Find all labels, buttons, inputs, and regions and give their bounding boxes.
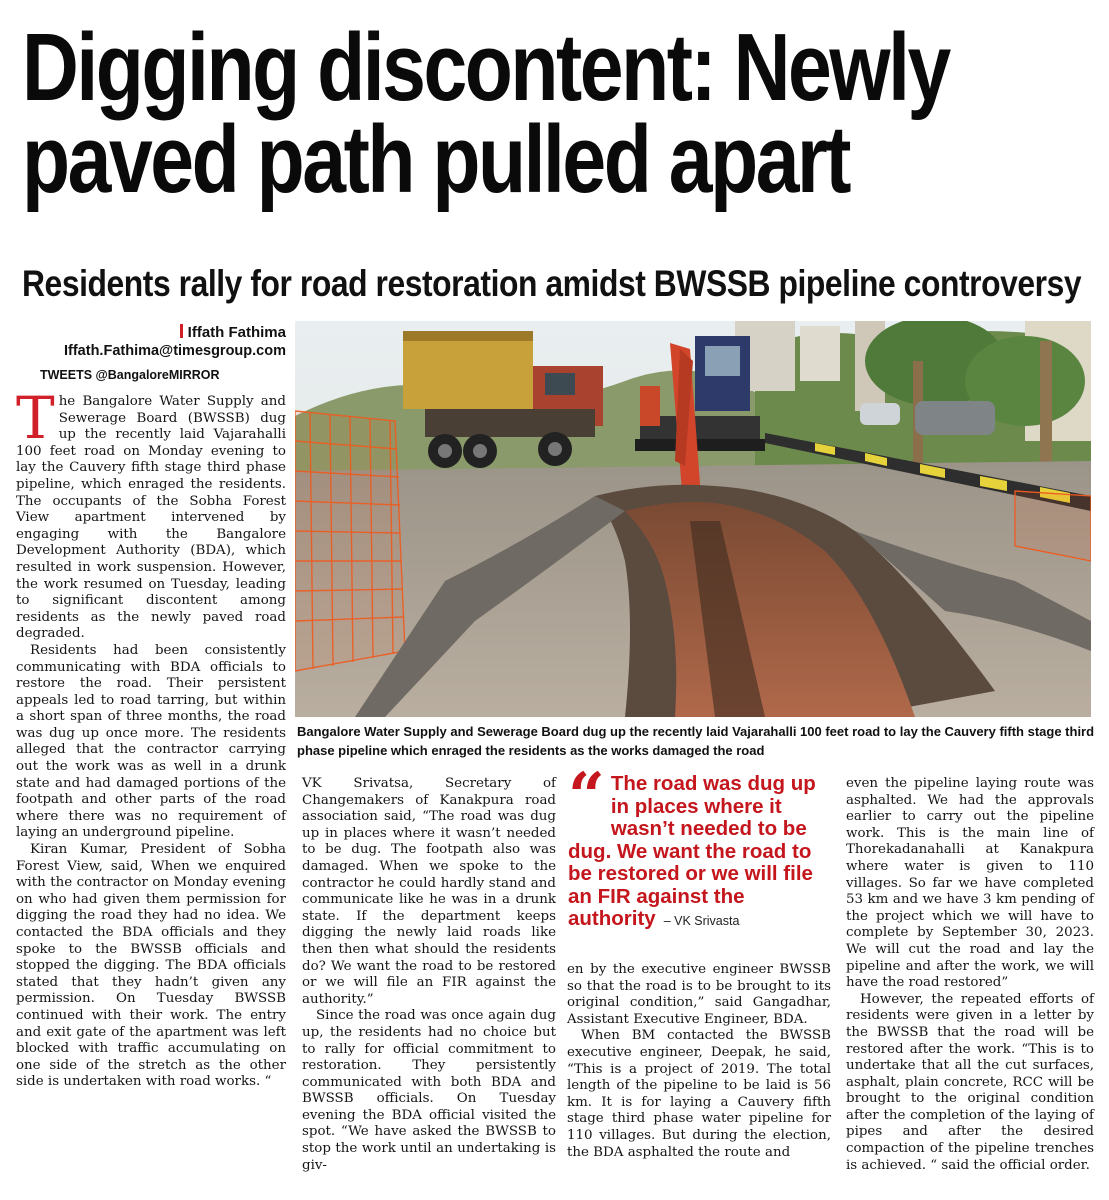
article-paragraph: Kiran Kumar, President of Sobha Forest View, said, When we enquired with the contractor on Monday evening on who had given them permission for digging the road they had no idea. We contacted the BDA officials and they spoke to the BWSSB officials and stopped the digging. The BDA officials stated that they hadn’t given any permission. On Tuesday BWSSB continued with their work. The entry and exit gate of the apartment was left blocked with traffic accumulating on one side of the stretch as the other side is undertaken with road works. “ [16,842,286,1090]
headline-line-2: paved path pulled apart [22,106,849,213]
article-column-3 [567,962,831,1161]
author-name: Iffath Fathima [16,324,286,342]
article-paragraph: en by the executive engineer BWSSB so that the road is to be brought to its original condition,” said Gangadhar, Assistant Executive Engineer, BDA. [567,962,831,1027]
pull-quote-attribution: – VK Srivasta [663,914,740,928]
article-paragraph-text: he Bangalore Water Supply and Sewerage Board (BWSSB) dug up the recently laid Vajarahalli 100 feet road on Monday evening to lay the Cauvery fifth stage third phase pipeline, which enraged the residents. The occupants of the Sobha Forest View apartment intervened by engaging with the Bangalore Development Authority (BDA), which resulted in work suspension. However, the work resumed on Tuesday, leading to significant discontent among residents as the newly paved road degraded. [16,394,286,642]
article-paragraph: When BM contacted the BWSSB executive engineer, Deepak, he said, “This is a project of 2019. The total length of the pipeline to be laid is 56 km. It is for laying a Cauvery fifth stage third phase water pipeline for 110 villages. But during the election, the BDA asphalted the route and [567,1028,831,1160]
news-photo [295,321,1091,717]
photo-caption: Bangalore Water Supply and Sewerage Board dug up the recently laid Vajarahalli 100 feet road to lay the Cauvery fifth stage third phase pipeline which enraged the residents as the works damaged the road [297,724,1095,758]
article-paragraph [16,384,286,643]
article-paragraph: VK Srivatsa, Secretary of Changemakers of Kanakpura road association said, “The road was dug up in places where it wasn’t needed to be dug. The footpath also was damaged. When we spoke to the contractor he could hardly stand and communicate like he was in a drunk state. If the department keeps digging the newly laid roads like then then what should the residents do? We want the road to be restored or we will file an FIR against the authority.” [302,776,556,1007]
subheadline: Residents rally for road restoration amidst BWSSB pipeline controversy [22,263,1082,304]
article-column-1 [16,384,286,1091]
excavation-photo-illustration [295,321,1091,717]
article-column-2 [302,776,556,1174]
author-email: Iffath.Fathima@timesgroup.com [64,343,286,359]
article-paragraph: even the pipeline laying route was asphalted. We had the approvals earlier to carry out the pipeline work. This is the main line of Thorekadanahalli at Kanakpura where water is given to 110 villages. So far we have completed 53 km and we have 3 km pending of the project which we will have to complete by September 30, 2023. We will cut the road and lay the pipeline and after the work, we will have the road restored” [846,776,1094,991]
article-paragraph: Since the road was once again dug up, the residents had no choice but to rally for official commitment to restoration. They persistently communicated with both BDA and BWSSB officials. On Tuesday evening the BDA official visited the spot. “We have asked the BWSSB to stop the work until an undertaking is giv- [302,1008,556,1173]
twitter-handle: TWEETS @BangaloreMIRROR [40,368,220,382]
byline [16,324,286,384]
quote-mark-icon: “ [568,759,605,834]
article-paragraph: Residents had been consistently communicating with BDA officials to restore the road. Their persistent appeals led to road tarring, but within a short span of three months, the road was dug up once more. The residents alleged that the contractor carrying out the work was as well in a drunk state and had damaged portions of the footpath and other parts of the road where there was no requirement of laying an underground pipeline. [16,642,286,841]
headline-line-1: Digging discontent: Newly [22,14,949,121]
headline [22,14,949,213]
article-column-4 [846,776,1094,1174]
article-paragraph: However, the repeated efforts of residents were given in a letter by the BWSSB that the road will be restored after the work. “This is to undertake that all the cut surfaces, asphalt, plain concrete, RCC will be brought to the original condition after the completion of the laying of pipes and after the desired compaction of the pipeline trenches is achieved. “ said the official order. [846,991,1094,1173]
drop-cap: T [16,384,55,452]
pull-quote-text: The road was dug up in places where it wasn’t needed to be dug. We want the road to be restored or we will file an FIR against the authority [568,772,816,930]
pull-quote [568,759,832,933]
